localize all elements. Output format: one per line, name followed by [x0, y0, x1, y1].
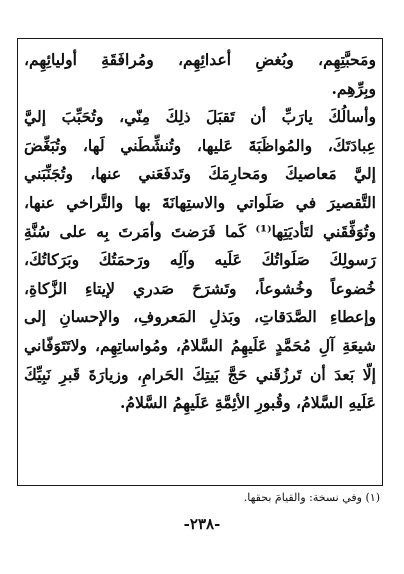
- text-line: عَلَيهِ السَّلامُ، وقُبورِ الأئِمَّةِ عَلَيهِمُ السَّلامُ.: [119, 393, 376, 413]
- text-line: إليَّ مَعاصيكَ ومَحارِمَكَ وتَدفَعَني عنها، وتُجَنِّبَني: [24, 164, 376, 184]
- text-line: ومَحبَّتِهِم، وبُغضِ أعدائِهِم، ومُرافَقَةِ أوليائِهِم،: [24, 50, 376, 69]
- text-line: وإعطاءِ الصَّدَقاتِ، وبَذلِ المَعروفِ، والإحسانِ إلى: [24, 307, 376, 327]
- text-line: خُضوعاً وخُشوعاً، وتَشرَحَ صَدري لإيتاءِ الزَّكاةِ،: [24, 278, 376, 298]
- text-line: وبِرِّهِم.: [331, 78, 376, 98]
- prayer-text-block: [24, 46, 376, 418]
- footnote-divider: [222, 485, 382, 486]
- page-number: -٢٣٨-: [183, 515, 221, 533]
- footnote: (١) وفي نسخة: والقيامَ بحقها.: [243, 491, 380, 504]
- text-line: وتُوَفِّقَني لتَأديَتِها⁽¹⁾ كَما فَرَضتَ وأمَرتَ بِه على سُنَّةِ: [24, 221, 376, 241]
- text-line: رَسولِكَ صَلَواتُكَ عَلَيه وآلِه ورَحمَتُكَ وبَرَكاتُكَ،: [24, 250, 376, 270]
- text-line: إلّا بَعدَ أن تَرزُقَني حَجَّ بَيتِكَ الحَرامِ، وزيارَةَ قَبرِ نَبِيِّكَ: [24, 364, 376, 384]
- text-line: شيعَةِ آلِ مُحَمَّدٍ عَلَيهِمُ السَّلامُ، ومُواساتِهِم، ولاتَتَوَفّاني: [24, 335, 376, 355]
- text-line: وأسالُكَ يارَبِّ أن تَقبَلَ ذلِكَ مِنّي، وتُحَبِّبَ إليَّ: [24, 107, 376, 127]
- text-line: التَّقصيرَ في صَلَواتي والاستِهانَةَ بها والتَّراخي عنها،: [24, 192, 376, 212]
- text-line: عِبادَتَكَ، والمُواظَبَةَ عَليها، وتُنشِّطَني لَها، وتُبَغِّضَ: [24, 135, 376, 155]
